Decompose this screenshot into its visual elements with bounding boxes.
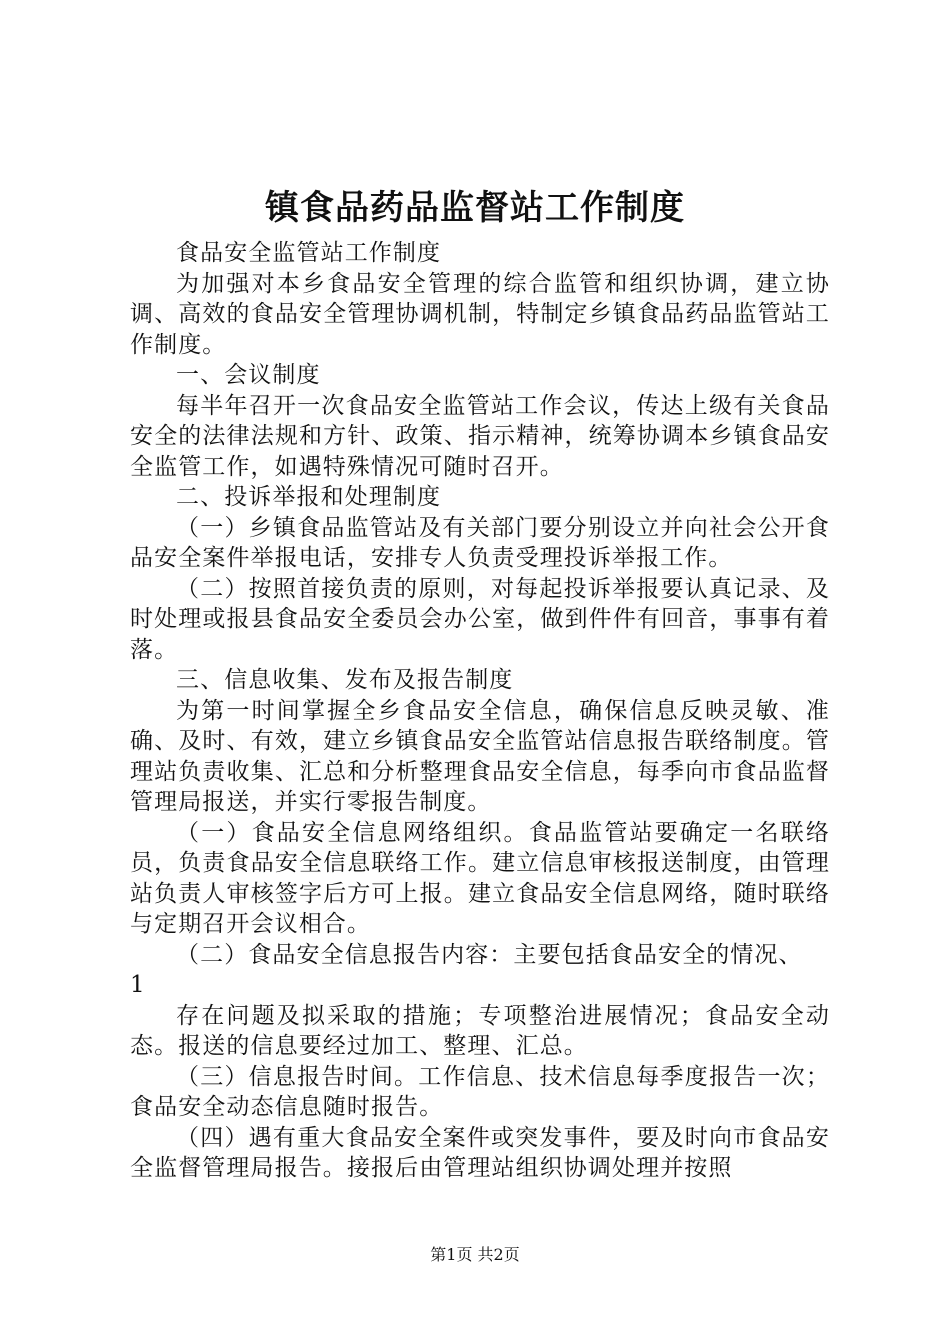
paragraph: （一）乡镇食品监管站及有关部门要分别设立并向社会公开食品安全案件举报电话，安排专人负责受理投诉举报工作。 [130, 514, 830, 571]
paragraph: 为加强对本乡食品安全管理的综合监管和组织协调，建立协调、高效的食品安全管理协调机制，特制定乡镇食品药品监管站工作制度。 [130, 270, 830, 358]
paragraph: 为第一时间掌握全乡食品安全信息，确保信息反映灵敏、准确、及时、有效，建立乡镇食品安全监管站信息报告联络制度。管理站负责收集、汇总和分析整理食品安全信息，每季向市食品监督管理局报送，并实行零报告制度。 [130, 697, 830, 815]
section-heading: 三、信息收集、发布及报告制度 [176, 667, 514, 693]
document-body [130, 238, 830, 1184]
paragraph: （三）信息报告时间。工作信息、技术信息每季度报告一次；食品安全动态信息随时报告。 [130, 1063, 830, 1120]
document-title: 镇食品药品监督站工作制度 [265, 188, 685, 228]
section-heading: 食品安全监管站工作制度 [176, 240, 442, 266]
section-heading: 一、会议制度 [176, 362, 321, 388]
page-marker: 1 [130, 972, 146, 998]
page-footer: 第1页 共2页 [430, 1245, 520, 1264]
section-heading: 二、投诉举报和处理制度 [176, 484, 442, 510]
paragraph: （四）遇有重大食品安全案件或突发事件，要及时向市食品安全监督管理局报告。接报后由管理站组织协调处理并按照 [130, 1124, 830, 1181]
paragraph: 每半年召开一次食品安全监管站工作会议，传达上级有关食品安全的法律法规和方针、政策、指示精神，统筹协调本乡镇食品安全监管工作，如遇特殊情况可随时召开。 [130, 392, 830, 480]
paragraph: （二）按照首接负责的原则，对每起投诉举报要认真记录、及时处理或报县食品安全委员会办公室，做到件件有回音，事事有着落。 [130, 575, 830, 663]
paragraph: 存在问题及拟采取的措施；专项整治进展情况；食品安全动态。报送的信息要经过加工、整理、汇总。 [130, 1002, 830, 1059]
paragraph: （一）食品安全信息网络组织。食品监管站要确定一名联络员，负责食品安全信息联络工作。建立信息审核报送制度，由管理站负责人审核签字后方可上报。建立食品安全信息网络，随时联络与定期召开会议相合。 [130, 819, 830, 937]
paragraph: （二）食品安全信息报告内容：主要包括食品安全的情况、 [176, 941, 803, 968]
